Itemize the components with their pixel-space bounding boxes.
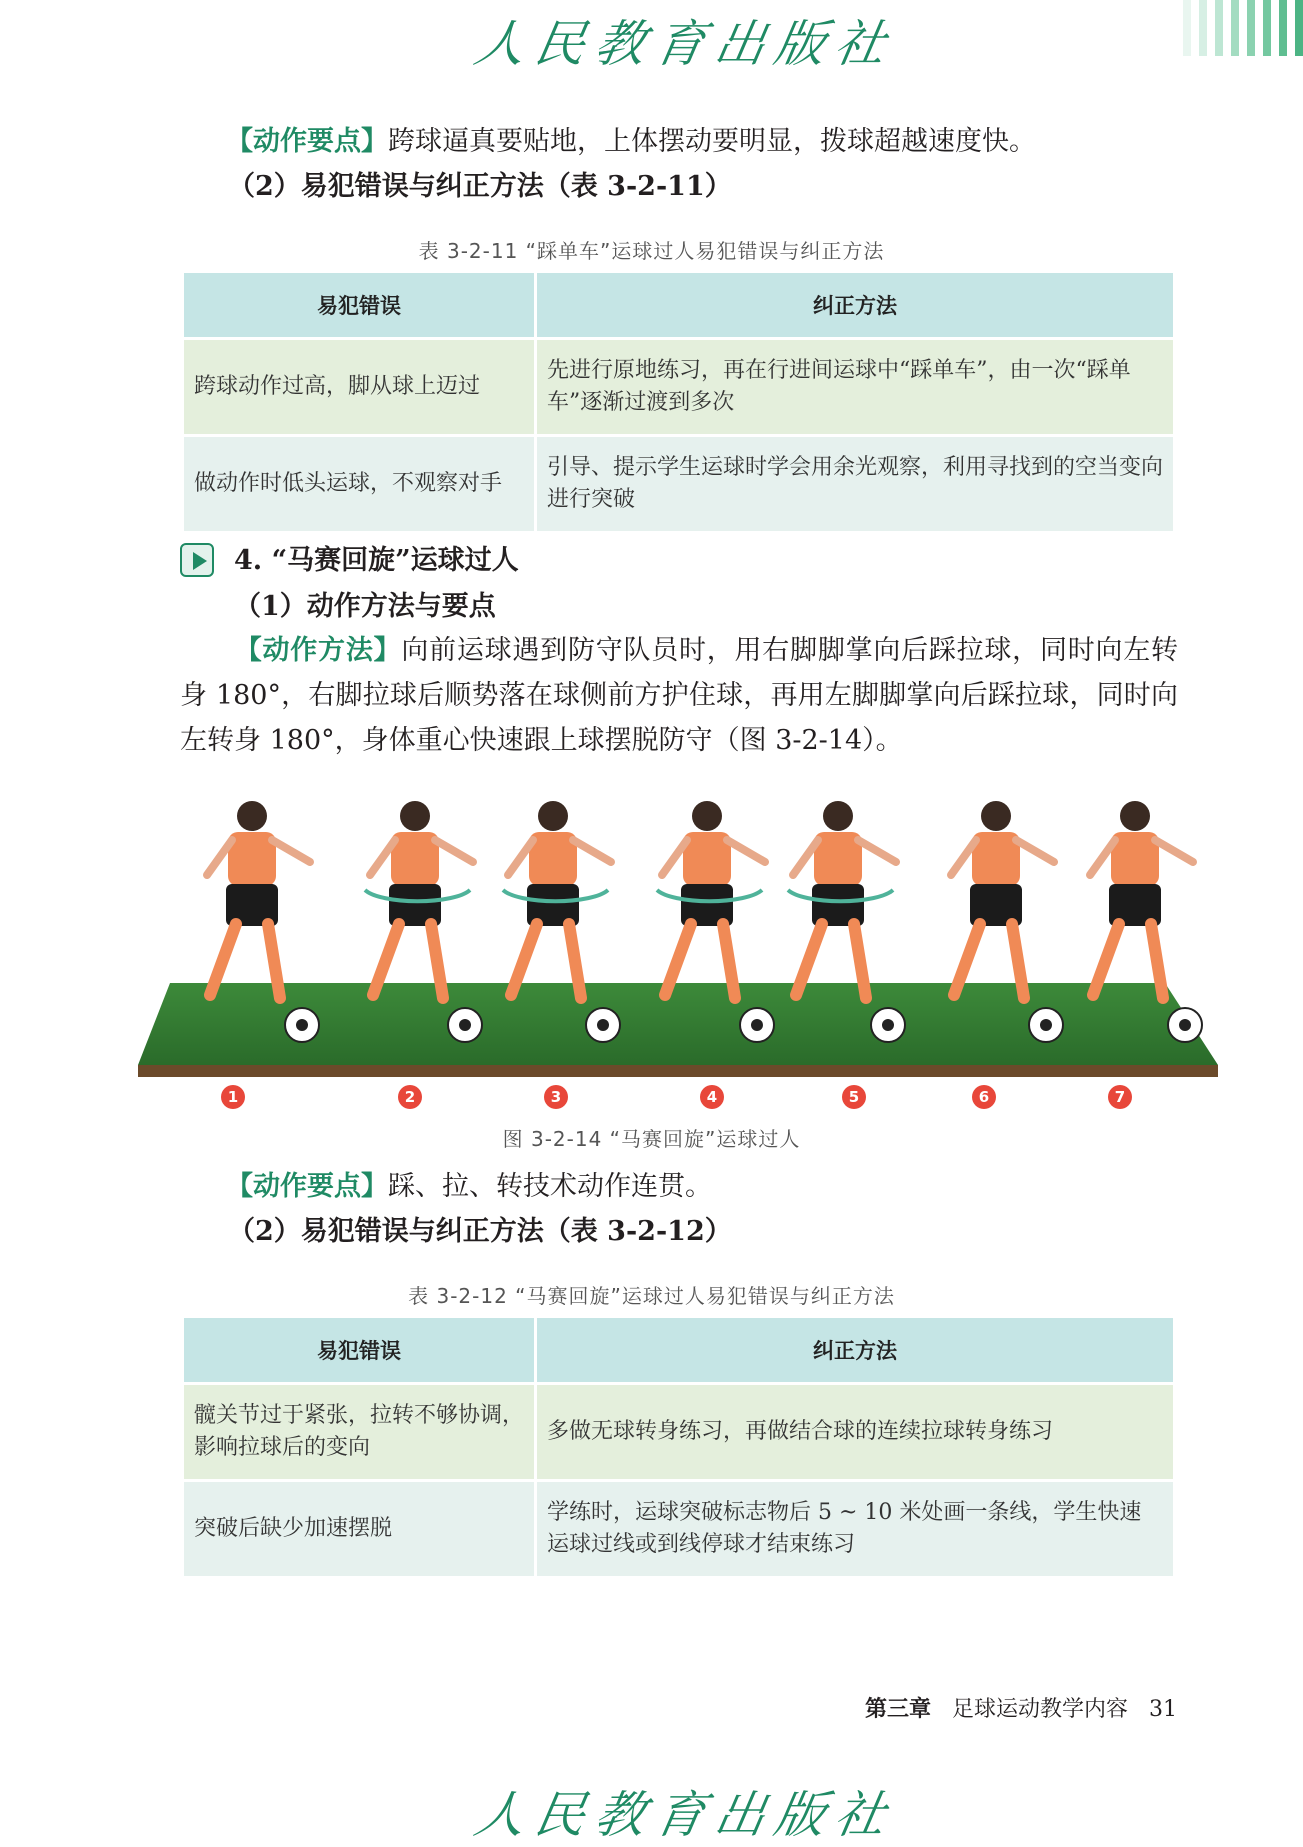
publisher-logo-header: 人民教育出版社 <box>470 15 901 73</box>
soccer-ball-icon <box>586 1008 620 1042</box>
soccer-ball-icon <box>285 1008 319 1042</box>
error-table-2 <box>181 1318 1176 1579</box>
soccer-ball-icon <box>871 1008 905 1042</box>
chapter-title: 足球运动教学内容 <box>952 1697 1129 1722</box>
header-stripe <box>1279 0 1287 56</box>
soccer-ball-icon <box>448 1008 482 1042</box>
figure-caption: 图 3-2-14 “马赛回旋”运球过人 <box>502 1127 801 1151</box>
header-stripe <box>1199 0 1207 56</box>
sub-heading-method: （1）动作方法与要点 <box>234 591 496 622</box>
step-badge: 2 <box>398 1085 422 1109</box>
error-cell: 跨球动作过高，脚从球上迈过 <box>184 340 534 437</box>
soccer-ball-icon <box>1168 1008 1202 1042</box>
table-caption-1: 表 3-2-11 “踩单车”运球过人易犯错误与纠正方法 <box>418 239 885 263</box>
page-footer <box>865 1692 1177 1723</box>
soccer-ball-icon <box>740 1008 774 1042</box>
keypoint-line-3 <box>226 128 1036 155</box>
column-header-errors: 易犯错误 <box>184 1318 534 1385</box>
section-title-4: 4. “马赛回旋”运球过人 <box>234 545 519 576</box>
keypoint-text: 踩、拉、转技术动作连贯。 <box>388 1171 712 1202</box>
column-header-errors: 易犯错误 <box>184 273 534 340</box>
step-badge: 1 <box>221 1085 245 1109</box>
soccer-ball-icon <box>1029 1008 1063 1042</box>
errors-heading-4: （2）易犯错误与纠正方法（表 3-2-12） <box>228 1216 732 1247</box>
keypoint-label: 【动作要点】 <box>226 1171 388 1202</box>
publisher-logo-footer: 人民教育出版社 <box>470 1786 901 1844</box>
figure-marseille-turn <box>0 770 1303 1130</box>
chapter-number: 第三章 <box>865 1696 932 1722</box>
header-stripe <box>1215 0 1223 56</box>
table-row <box>184 340 1173 437</box>
table-row <box>184 1482 1173 1579</box>
table-row <box>184 437 1173 534</box>
player-figure <box>1090 801 1193 998</box>
table-row <box>184 1385 1173 1482</box>
player-figure <box>951 801 1054 998</box>
error-cell: 做动作时低头运球，不观察对手 <box>184 437 534 534</box>
field-edge <box>138 1065 1218 1077</box>
error-cell: 髋关节过于紧张，拉转不够协调，影响拉球后的变向 <box>184 1385 534 1482</box>
errors-heading-3: （2）易犯错误与纠正方法（表 3-2-11） <box>228 171 732 202</box>
method-label: 【动作方法】 <box>234 635 402 666</box>
keypoint-text: 跨球逼真要贴地，上体摆动要明显，拨球超越速度快。 <box>388 126 1036 157</box>
correction-cell: 学练时，运球突破标志物后 5 ~ 10 米处画一条线，学生快速运球过线或到线停球才结束练习 <box>537 1482 1173 1579</box>
table-caption-2: 表 3-2-12 “马赛回旋”运球过人易犯错误与纠正方法 <box>408 1284 895 1308</box>
correction-cell: 引导、提示学生运球时学会用余光观察，利用寻找到的空当变向进行突破 <box>537 437 1173 534</box>
correction-cell: 多做无球转身练习，再做结合球的连续拉球转身练习 <box>537 1385 1173 1482</box>
keypoint-label: 【动作要点】 <box>226 126 388 157</box>
step-badge: 5 <box>842 1085 866 1109</box>
player-figure <box>207 801 310 998</box>
step-badge: 7 <box>1108 1085 1132 1109</box>
step-badge: 4 <box>700 1085 724 1109</box>
page-number: 31 <box>1149 1697 1177 1722</box>
column-header-corrections: 纠正方法 <box>537 273 1173 340</box>
header-stripe <box>1295 0 1303 56</box>
correction-cell: 先进行原地练习，再在行进间运球中“踩单车”，由一次“踩单车”逐渐过渡到多次 <box>537 340 1173 437</box>
keypoint-line-4 <box>226 1173 712 1200</box>
step-badge: 3 <box>544 1085 568 1109</box>
header-stripe <box>1183 0 1191 56</box>
header-decoration-stripes <box>1030 0 1303 56</box>
method-paragraph <box>180 628 1178 763</box>
header-stripe <box>1247 0 1255 56</box>
video-play-icon[interactable] <box>180 543 214 577</box>
method-text: 向前运球遇到防守队员时，用右脚脚掌向后踩拉球，同时向左转身 180°，右脚拉球后顺势落在球侧前方护住球，再用左脚脚掌向后踩拉球，同时向左转身 180°，身体重心快速跟上球摆脱防守（图 3-2-14）。 <box>180 635 1179 756</box>
step-badge: 6 <box>972 1085 996 1109</box>
error-table-1 <box>181 273 1176 534</box>
column-header-corrections: 纠正方法 <box>537 1318 1173 1385</box>
header-stripe <box>1231 0 1239 56</box>
error-cell: 突破后缺少加速摆脱 <box>184 1482 534 1579</box>
header-stripe <box>1263 0 1271 56</box>
